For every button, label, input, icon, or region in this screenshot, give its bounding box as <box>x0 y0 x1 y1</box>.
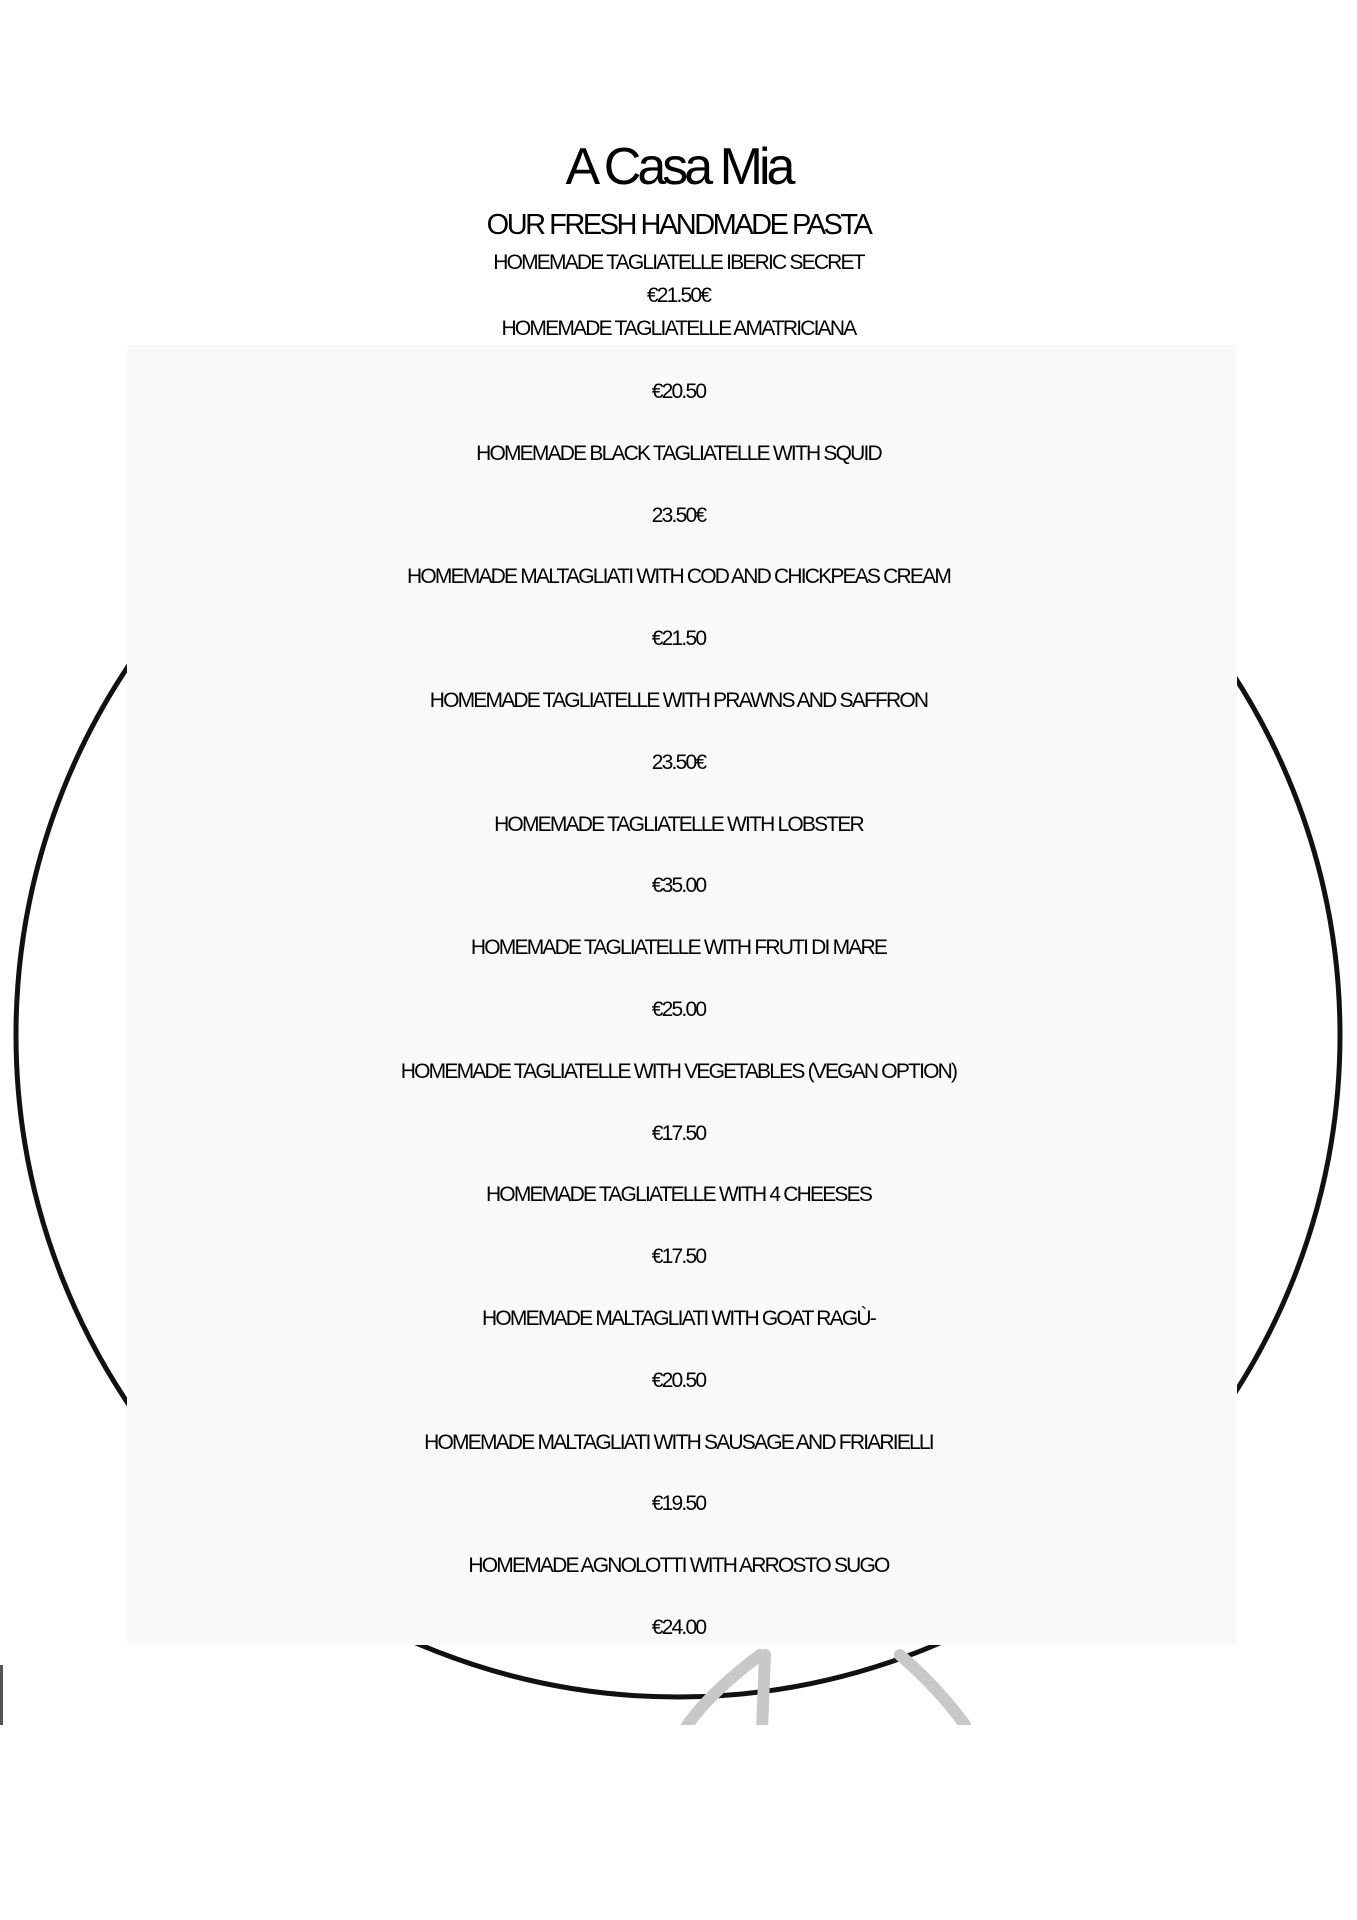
menu-item-price: €20.50 <box>651 1368 706 1392</box>
menu-item-price: €25.00 <box>651 997 706 1021</box>
edge-mark <box>0 1665 3 1727</box>
menu-item-price: €17.50 <box>651 1121 706 1145</box>
menu-item-name: HOMEMADE TAGLIATELLE WITH LOBSTER <box>494 812 863 836</box>
menu-item-price: €21.50€ <box>646 284 711 307</box>
menu-item-name: HOMEMADE MALTAGLIATI WITH SAUSAGE AND FRIARIELLI <box>424 1430 933 1454</box>
menu-item-price: €21.50 <box>651 627 706 651</box>
menu-item-price: €24.00 <box>651 1615 706 1639</box>
section-title: OUR FRESH HANDMADE PASTA <box>486 209 871 241</box>
menu-item-price: €35.00 <box>651 874 706 898</box>
menu-item-price: 23.50€ <box>651 750 706 774</box>
menu-item-price: 23.50€ <box>651 503 706 527</box>
menu-list <box>0 372 1357 1670</box>
menu-item-name: HOMEMADE TAGLIATELLE WITH FRUTI DI MARE <box>470 936 887 960</box>
menu-item-price: €17.50 <box>651 1245 706 1269</box>
menu-item-name: HOMEMADE MALTAGLIATI WITH GOAT RAGÙ- <box>482 1306 875 1330</box>
menu-item-name: HOMEMADE TAGLIATELLE IBERIC SECRET <box>493 251 864 274</box>
menu-item-name: HOMEMADE TAGLIATELLE AMATRICIANA <box>501 317 856 340</box>
menu-item-name: HOMEMADE MALTAGLIATI WITH COD AND CHICKPEAS CREAM <box>406 565 951 589</box>
menu-item-name: HOMEMADE TAGLIATELLE WITH 4 CHEESES <box>485 1183 872 1207</box>
menu-item-name: HOMEMADE TAGLIATELLE WITH PRAWNS AND SAFFRON <box>429 688 928 712</box>
menu-item-price: €20.50 <box>651 380 706 403</box>
menu-item-price: €19.50 <box>651 1492 706 1516</box>
menu-item-name: HOMEMADE AGNOLOTTI WITH ARROSTO SUGO <box>468 1554 889 1578</box>
menu-item-name: HOMEMADE TAGLIATELLE WITH VEGETABLES (VEGAN OPTION) <box>400 1059 957 1083</box>
restaurant-title: A Casa Mia <box>565 138 792 196</box>
menu-item-name: HOMEMADE BLACK TAGLIATELLE WITH SQUID <box>476 441 881 465</box>
